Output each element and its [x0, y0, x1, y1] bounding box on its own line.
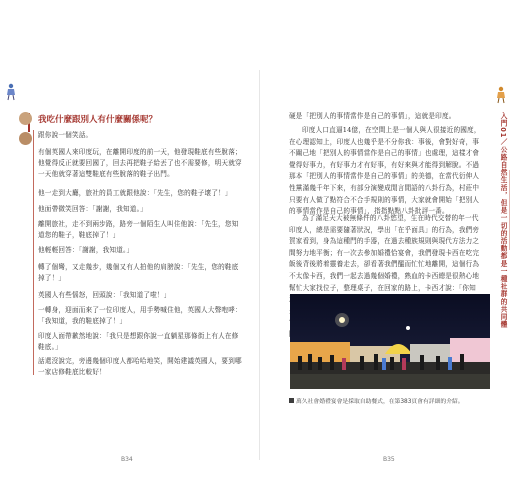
page-number-right: B35 [383, 456, 395, 463]
paragraph: 話還沒說完，旁邊幾個印度人都哈哈地笑，開始建議英國人，要到哪一家店修鞋底比較好！ [38, 357, 242, 376]
section-heading: 我吃什麼跟別人有什麼關係呢？ [38, 115, 158, 125]
paragraph: 跟你說一個笑話。 [38, 131, 93, 139]
paragraph: 一轉身，迎面而來了一位印度人，用手勢喊住他，英國人大聲咆哮：「我知道，我的鞋底掉了！」 [38, 306, 242, 325]
avatar-author-2 [19, 132, 32, 145]
paragraph: 轉了個彎，又走幾步，幾個又有人拍他的肩膀說：「先生，您的鞋底掉了！」 [38, 263, 239, 282]
side-rule [509, 170, 510, 250]
dialogue-rule [33, 130, 34, 375]
paragraph: 印度人口直逼14億，在空間上是一個人與人很接近的國度，在心理認知上，印度人也幾乎是不分你我：事後，會對好奇，事不關己地「把別人的事情當作是自己的事情」也處理，這樣才會覺得好事力，有好事力才有好事，有好來與才能得到解脫。不過那本「把別人的事情當作是自己的事情」的美德，在當代衍伸人性黨滿幾千年下來，有部分演變成閒言閒語的八卦行為，村莊中只要有人做了點符合不合手規則的事情，大家就會開始「把別人的事情當作是自己的事情」，指指點點八卦批評一番。 [289, 126, 481, 216]
paragraph: 離開旅社，走不到兩步路，路旁一個陌生人叫住他說：「先生，您知道您的鞋子，鞋底掉了！」 [38, 220, 239, 239]
photo-caption [289, 396, 464, 405]
paragraph: 有個英國人來印度玩，在離開印度的前一天，他發現鞋底有些脫落；他覺得反正就要回國了，回去再把鞋子給丟了也不需要修，明天就穿一天他就穿著這雙鞋底有些脫落的鞋子出門。 [38, 148, 242, 178]
caption-marker-icon [289, 398, 294, 403]
paragraph: 硬是「把別人的事情當作是自己的事情」，這就是印度。 [289, 112, 456, 120]
wedding-night-photo [290, 294, 490, 389]
paragraph: 印度人面帶歉然地說：「我只是想跟你說一直躺星那條街上有人在修鞋底。」 [38, 332, 239, 351]
paragraph: 為了滿足天大被無條件的八卦慾望，生在時代交替的年一代印度人，總是需要隨著狀況，學出「在乎面具」的行為，我們旁賀家看到，身為這種門的手器，在過去種族規則與現代方法力之間努力地平衡；有一次去參加婚禮恰宴會，我們發現卡西在吃完飯後背後將着靈養走去，卻看著我們醞而忙忙地離開，這個行為不太像卡西，我們一起去過幾個婚禮，熟血的卡西總是很熱心地幫忙大家找位子，整理桌子，在回家的路上，卡西才說：「你知 [289, 214, 480, 292]
photo-caption-text: 萬久社會婚禮宴會是採取自助餐式，在第383頁會有詳細的介紹。 [296, 399, 464, 405]
avatar-author-1 [19, 112, 32, 125]
paragraph: 他輕輕回答：「謝謝，我知道。」 [38, 246, 134, 254]
photo-scene [290, 294, 490, 389]
paragraph: 他面帶微笑回答：「謝謝，我知道。」 [38, 205, 147, 213]
paragraph: 英國人有些惱怒，回頭說：「我知道了啦！」 [38, 291, 171, 299]
paragraph: 他一走到大廳，旅社的員工就跟他說：「先生，您的鞋子壞了！」 [38, 189, 232, 197]
page-gutter [259, 70, 260, 460]
dancer-figure-icon [6, 83, 16, 101]
running-side-title: 入門01／公路自然生活，但是一切的活動都是一種社群的共同體 [499, 112, 507, 329]
page-number-left: B34 [121, 456, 133, 463]
dancer-figure-icon [496, 86, 506, 104]
